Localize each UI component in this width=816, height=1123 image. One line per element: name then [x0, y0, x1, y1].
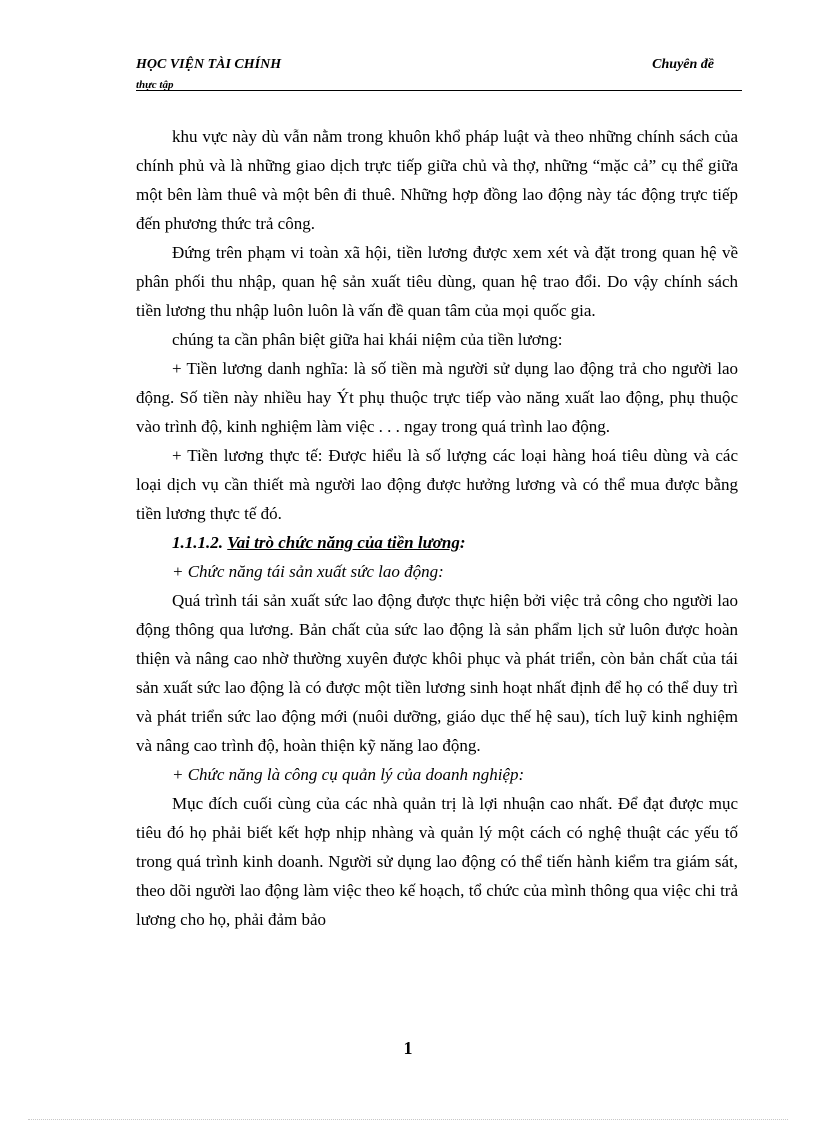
- page-body: [136, 122, 738, 934]
- section-number: 1.1.1.2.: [172, 533, 223, 552]
- paragraph: Đứng trên phạm vi toàn xã hội, tiền lương được xem xét và đặt trong quan hệ về phân phối thu nhập, quan hệ sản xuất tiêu dùng, quan hệ trao đổi. Do vậy chính sách tiền lương thu nhập luôn luôn là vấn đề quan tâm của mọi quốc gia.: [136, 243, 738, 320]
- page-header: [136, 57, 742, 91]
- paragraph: + Tiền lương danh nghĩa: là số tiền mà người sử dụng lao động trả cho người lao động. Số tiền này nhiều hay Ýt phụ thuộc trực tiếp vào năng xuất lao động, phụ thuộc vào trình độ, kinh nghiệm làm việc . . . ngay trong quá trình lao động.: [136, 359, 738, 436]
- paragraph: khu vực này dù vẫn nằm trong khuôn khổ pháp luật và theo những chính sách của chính phủ và là những giao dịch trực tiếp giữa chủ và thợ, những “mặc cả” cụ thể giữa một bên làm thuê và một bên đi thuê. Những hợp đồng lao động này tác động trực tiếp đến phương thức trả công.: [136, 127, 738, 233]
- paragraph: Mục đích cuối cùng của các nhà quản trị là lợi nhuận cao nhất. Để đạt được mục tiêu đó họ phải biết kết hợp nhịp nhàng và quản lý một cách có nghệ thuật các yếu tố trong quá trình kinh doanh. Người sử dụng lao động có thể tiến hành kiểm tra giám sát, theo dõi người lao động làm việc theo kế hoạch, tổ chức của mình thông qua việc chi trả lương cho họ, phải đảm bảo: [136, 794, 738, 929]
- section-title: Vai trò chức năng của tiền lương: [227, 533, 460, 552]
- header-rule: [136, 90, 742, 91]
- section-colon: :: [459, 533, 466, 552]
- page-number: 1: [403, 1038, 413, 1058]
- section-heading: [136, 528, 738, 557]
- paragraph: + Tiền lương thực tế: Được hiểu là số lượng các loại hàng hoá tiêu dùng và các loại dịch vụ cần thiết mà người lao động được hưởng lương và có thể mua được bằng tiền lương thực tế đó.: [136, 446, 738, 523]
- header-institution: HỌC VIỆN TÀI CHÍNH: [136, 57, 282, 72]
- header-document-type: Chuyên đề: [652, 57, 714, 72]
- header-document-type-continued: thực tập: [136, 79, 174, 91]
- subheading: + Chức năng tái sản xuất sức lao động:: [172, 562, 444, 581]
- paragraph: Quá trình tái sản xuất sức lao động được thực hiện bởi việc trả công cho người lao động thông qua lương. Bản chất của sức lao động là sản phẩm lịch sử luôn được hoàn thiện và nâng cao nhờ thường xuyên được khôi phục và phát triển, còn bản chất của tái sản xuất sức lao động là có được một tiền lương sinh hoạt nhất định để họ có thể duy trì và phát triển sức lao động mới (nuôi dưỡng, giáo dục thế hệ sau), tích luỹ kinh nghiệm và nâng cao trình độ, hoàn thiện kỹ năng lao động.: [136, 591, 738, 755]
- page-bottom-border: [28, 1119, 788, 1120]
- subheading: + Chức năng là công cụ quản lý của doanh nghiệp:: [172, 765, 525, 784]
- paragraph: chúng ta cần phân biệt giữa hai khái niệm của tiền lương:: [172, 330, 563, 349]
